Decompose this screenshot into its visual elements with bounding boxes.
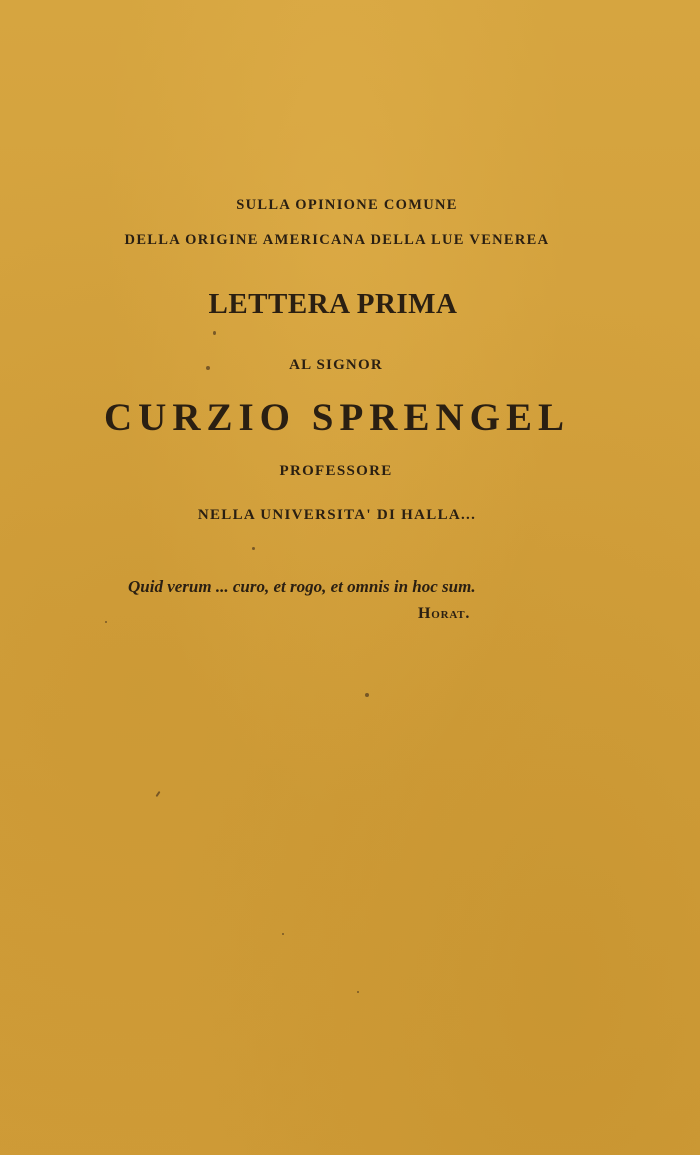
paper-speck [155,791,160,797]
addressee-role: PROFESSORE [279,463,393,479]
addressee-intro: AL SIGNOR [289,357,383,373]
paper-speck [206,366,210,370]
paper-speck [282,933,284,935]
paper-speck [213,331,216,335]
addressee-affiliation: NELLA UNIVERSITA' DI HALLA... [197,507,477,523]
subtitle-line-1: SULLA OPINIONE COMUNE [236,197,458,213]
epigraph-quote: Quid verum ... curo, et rogo, et omnis in hoc sum. [128,577,476,596]
paper-speck [365,693,369,697]
subtitle-line-2: DELLA ORIGINE AMERICANA DELLA LUE VENEREA [124,232,550,248]
paper-speck [105,621,107,623]
paper-speck [357,991,359,993]
paper-speck [252,547,255,550]
epigraph-author: Horat. [418,605,471,622]
addressee-name: CURZIO SPRENGEL [104,396,570,439]
document-title: LETTERA PRIMA [208,288,458,320]
